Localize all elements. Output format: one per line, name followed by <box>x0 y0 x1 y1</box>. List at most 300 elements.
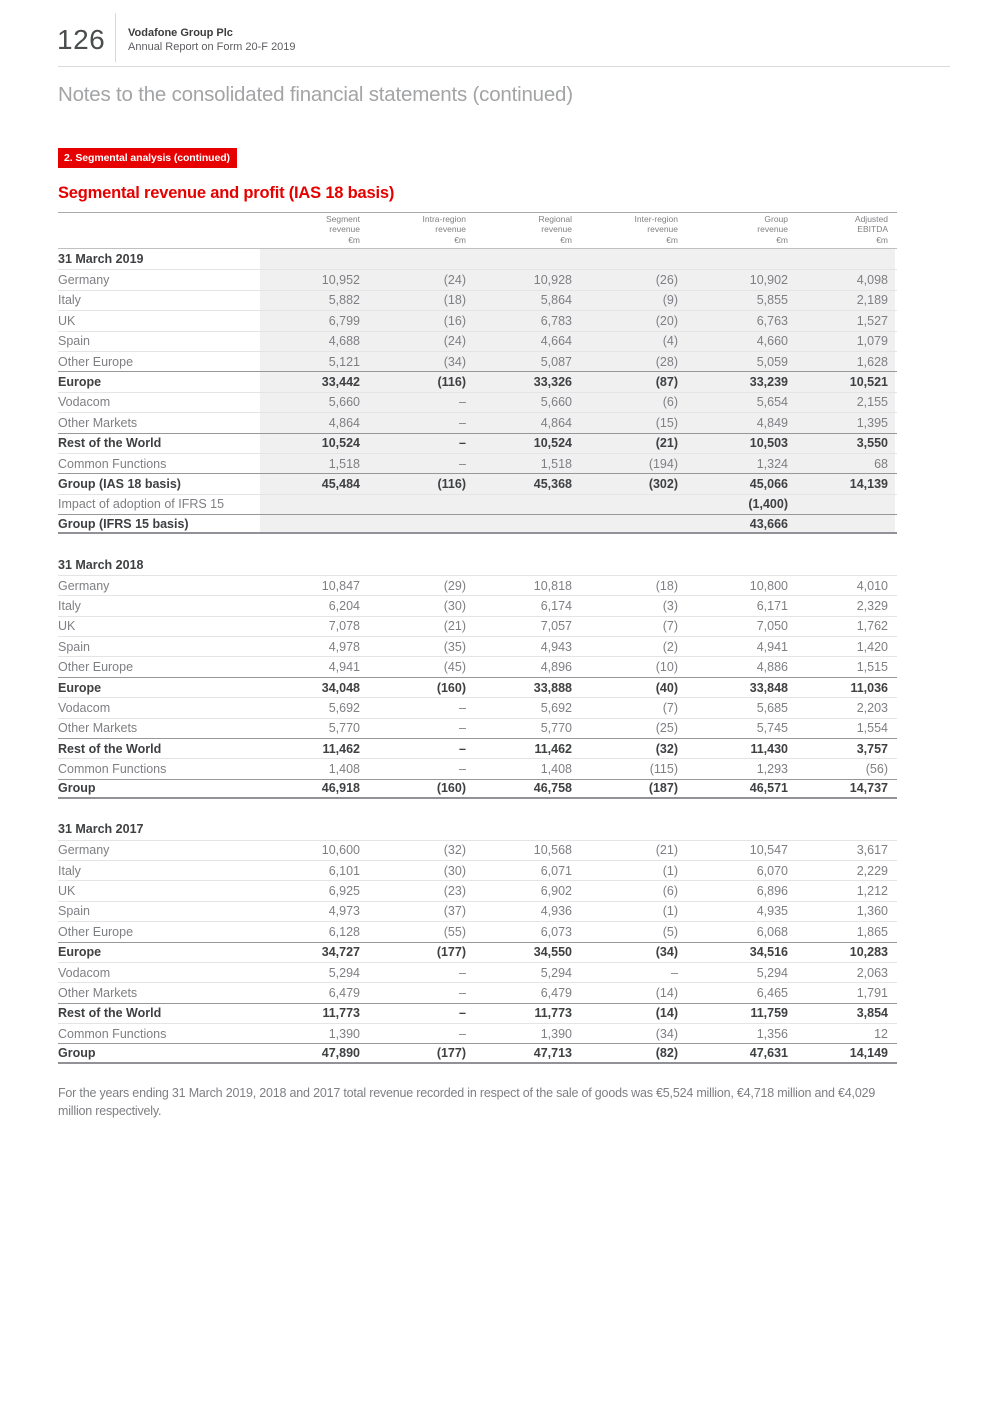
table-row <box>58 921 897 941</box>
table-cell: 45,066 <box>749 476 788 491</box>
table-cell: 6,068 <box>756 924 788 939</box>
table-row <box>58 942 897 962</box>
table-cell: 1,079 <box>856 334 888 349</box>
table-cell: (14) <box>655 1006 678 1021</box>
row-label: Europe <box>58 680 102 695</box>
table-cell: (56) <box>865 762 888 777</box>
table-cell: – <box>459 762 466 777</box>
table-cell: 1,628 <box>856 354 888 369</box>
table-cell: – <box>459 436 466 451</box>
table-cell: (34) <box>443 354 466 369</box>
segment-table <box>58 212 897 1064</box>
table-cell: 33,848 <box>749 680 788 695</box>
table-cell: 7,050 <box>756 619 788 634</box>
table-cell: 6,925 <box>328 884 360 899</box>
table-cell: (187) <box>648 781 678 796</box>
table-cell: 5,855 <box>756 293 788 308</box>
table-cell: 10,600 <box>321 843 360 858</box>
table-cell: 4,849 <box>756 415 788 430</box>
table-cell: (24) <box>443 273 466 288</box>
table-cell: 2,329 <box>856 598 888 613</box>
table-cell: 11,462 <box>322 741 360 756</box>
table-cell: 5,745 <box>756 721 788 736</box>
table-cell: 1,554 <box>856 721 888 736</box>
table-section <box>58 554 897 799</box>
table-row <box>58 758 897 778</box>
table-cell: 4,660 <box>756 334 788 349</box>
row-label: Group (IAS 18 basis) <box>58 476 181 491</box>
table-cell: (5) <box>662 924 678 939</box>
table-cell: 43,666 <box>749 516 788 531</box>
table-row <box>58 392 897 412</box>
table-cell: 10,847 <box>321 578 360 593</box>
table-row <box>58 514 897 534</box>
table-row <box>58 412 897 432</box>
table-cell: – <box>459 741 466 756</box>
table-cell: – <box>459 700 466 715</box>
table-cell: 46,758 <box>533 781 572 796</box>
table-cell: 6,479 <box>540 985 572 1000</box>
table-cell: (26) <box>655 273 678 288</box>
row-label: Common Functions <box>58 456 167 471</box>
table-row <box>58 453 897 473</box>
column-header-line: €m <box>666 234 678 245</box>
table-cell: 1,293 <box>756 762 788 777</box>
header-rule <box>58 66 950 67</box>
table-cell: (30) <box>443 863 466 878</box>
table-cell: 4,864 <box>328 415 360 430</box>
table-row <box>58 351 897 371</box>
table-cell: – <box>459 415 466 430</box>
table-cell: 6,101 <box>328 863 360 878</box>
table-cell: 4,664 <box>540 334 572 349</box>
row-label: Vodacom <box>58 700 111 715</box>
column-header-line: €m <box>348 234 360 245</box>
table-cell: 4,098 <box>856 273 888 288</box>
table-cell: (45) <box>443 660 466 675</box>
row-label: Other Markets <box>58 721 138 736</box>
table-cell: 10,818 <box>533 578 572 593</box>
table-cell: (34) <box>655 945 678 960</box>
table-section <box>58 819 897 1064</box>
row-label: Other Europe <box>58 354 134 369</box>
table-cell: 5,654 <box>756 395 788 410</box>
table-cell: (160) <box>436 781 466 796</box>
table-row <box>58 982 897 1002</box>
section-title: 31 March 2017 <box>58 822 144 837</box>
table-row <box>58 269 897 289</box>
table-cell: 1,212 <box>856 884 888 899</box>
table-cell: – <box>459 456 466 471</box>
column-header-line: Segment <box>325 214 360 225</box>
table-cell: 46,918 <box>321 781 360 796</box>
table-cell: 4,010 <box>856 578 888 593</box>
table-cell: (1,400) <box>748 497 788 512</box>
column-header-line: Regional <box>538 214 572 225</box>
table-cell: 45,368 <box>533 476 572 491</box>
table-row <box>58 738 897 758</box>
table-cell: 1,360 <box>856 904 888 919</box>
row-label: Rest of the World <box>58 1006 162 1021</box>
column-header <box>788 214 897 245</box>
table-cell: 68 <box>874 456 888 471</box>
table-cell: 4,973 <box>328 904 360 919</box>
table-cell: 4,978 <box>328 639 360 654</box>
table-cell: 6,204 <box>328 598 360 613</box>
table-cell: (4) <box>662 334 678 349</box>
table-cell: 5,294 <box>756 965 788 980</box>
table-cell: 1,420 <box>856 639 888 654</box>
table-cell: 3,757 <box>856 741 888 756</box>
table-cell: 4,941 <box>328 660 360 675</box>
table-cell: (7) <box>662 700 678 715</box>
table-cell: 46,571 <box>749 781 788 796</box>
table-cell: 1,791 <box>856 985 888 1000</box>
table-cell: (55) <box>443 924 466 939</box>
table-cell: 1,518 <box>540 456 572 471</box>
table-cell: – <box>459 965 466 980</box>
table-row <box>58 718 897 738</box>
table-row <box>58 575 897 595</box>
table-cell: (21) <box>655 843 678 858</box>
table-cell: (34) <box>655 1026 678 1041</box>
table-cell: 10,547 <box>749 843 788 858</box>
row-label: Italy <box>58 863 81 878</box>
table-cell: 14,737 <box>849 781 888 796</box>
row-label: Rest of the World <box>58 436 162 451</box>
table-section <box>58 249 897 534</box>
row-label: Italy <box>58 598 81 613</box>
column-header-line: Inter-region <box>634 214 678 225</box>
table-cell: – <box>671 965 678 980</box>
table-row <box>58 473 897 493</box>
table-cell: (6) <box>662 395 678 410</box>
table-cell: (16) <box>443 313 466 328</box>
table-cell: 4,896 <box>540 660 572 675</box>
column-header-line: revenue <box>647 224 678 235</box>
row-label: Spain <box>58 904 90 919</box>
row-label: Group <box>58 781 96 796</box>
row-label: Germany <box>58 273 110 288</box>
table-cell: 10,800 <box>749 578 788 593</box>
table-row <box>58 595 897 615</box>
table-cell: 10,524 <box>321 436 360 451</box>
table-cell: 4,886 <box>756 660 788 675</box>
row-label: Italy <box>58 293 81 308</box>
table-cell: (87) <box>655 375 678 390</box>
table-cell: 47,713 <box>533 1046 572 1061</box>
table-cell: (21) <box>655 436 678 451</box>
table-cell: (15) <box>655 415 678 430</box>
table-cell: – <box>459 395 466 410</box>
table-cell: (18) <box>443 293 466 308</box>
table-cell: (9) <box>662 293 678 308</box>
table-cell: 11,773 <box>534 1006 572 1021</box>
table-cell: 3,854 <box>856 1006 888 1021</box>
table-cell: (6) <box>662 884 678 899</box>
table-cell: 6,073 <box>540 924 572 939</box>
column-header-line: revenue <box>541 224 572 235</box>
row-label: Spain <box>58 334 90 349</box>
table-cell: (18) <box>655 578 678 593</box>
table-cell: (29) <box>443 578 466 593</box>
table-cell: 1,390 <box>540 1026 572 1041</box>
table-cell: 34,727 <box>321 945 360 960</box>
table-cell: 45,484 <box>321 476 360 491</box>
table-cell: 5,864 <box>540 293 572 308</box>
table-cell: (115) <box>649 762 678 777</box>
table-cell: 4,864 <box>540 415 572 430</box>
table-cell: 3,617 <box>856 843 888 858</box>
row-label: Europe <box>58 945 102 960</box>
table-cell: (37) <box>443 904 466 919</box>
column-header-line: Adjusted <box>854 214 888 225</box>
table-cell: 1,356 <box>756 1026 788 1041</box>
table-cell: (40) <box>655 680 678 695</box>
column-header-line: revenue <box>435 224 466 235</box>
table-cell: (32) <box>443 843 466 858</box>
table-cell: 5,882 <box>328 293 360 308</box>
table-cell: (23) <box>443 884 466 899</box>
table-cell: 2,203 <box>856 700 888 715</box>
table-cell: 14,149 <box>849 1046 888 1061</box>
column-header <box>466 214 572 245</box>
table-cell: 5,692 <box>540 700 572 715</box>
table-row <box>58 310 897 330</box>
table-cell: 11,036 <box>850 680 888 695</box>
row-label: Impact of adoption of IFRS 15 <box>58 497 225 512</box>
table-cell: 6,479 <box>328 985 360 1000</box>
row-label: Other Europe <box>58 924 134 939</box>
table-cell: 6,128 <box>328 924 360 939</box>
table-cell: 5,685 <box>756 700 788 715</box>
table-cell: 2,155 <box>856 395 888 410</box>
table-cell: 11,462 <box>534 741 572 756</box>
table-cell: 6,070 <box>756 863 788 878</box>
table-cell: 34,550 <box>533 945 572 960</box>
table-cell: (116) <box>437 375 466 390</box>
table-row <box>58 1043 897 1063</box>
column-header-line: €m <box>776 234 788 245</box>
column-header-line: €m <box>454 234 466 245</box>
table-cell: 5,294 <box>540 965 572 980</box>
table-cell: (24) <box>443 334 466 349</box>
column-header-line: Group <box>764 214 788 225</box>
table-cell: 1,408 <box>540 762 572 777</box>
table-cell: 1,518 <box>328 456 360 471</box>
table-cell: 6,174 <box>540 598 572 613</box>
page-number: 126 <box>57 24 106 55</box>
table-row <box>58 656 897 676</box>
table-row <box>58 616 897 636</box>
table-cell: 1,865 <box>856 924 888 939</box>
table-cell: 4,935 <box>756 904 788 919</box>
footnote: For the years ending 31 March 2019, 2018 and 2017 total revenue recorded in respect of the sale of goods was €5,524 million, €4,718 million and €4,029 million respectively. <box>58 1086 876 1118</box>
table-cell: 2,063 <box>856 965 888 980</box>
table-row <box>58 840 897 860</box>
row-label: Vodacom <box>58 395 111 410</box>
row-label: Germany <box>58 843 110 858</box>
section-title: 31 March 2018 <box>58 557 144 572</box>
table-row <box>58 331 897 351</box>
table-cell: 34,048 <box>321 680 360 695</box>
section-badge: 2. Segmental analysis (continued) <box>58 148 237 168</box>
table-cell: (177) <box>436 945 466 960</box>
row-label: Group <box>58 1046 96 1061</box>
table-cell: 1,527 <box>856 313 888 328</box>
table-cell: 6,799 <box>328 313 360 328</box>
table-row <box>58 697 897 717</box>
section-title: 31 March 2019 <box>58 252 144 267</box>
table-cell: 5,660 <box>328 395 360 410</box>
row-label: UK <box>58 884 76 899</box>
table-cell: 10,568 <box>533 843 572 858</box>
row-label: Other Markets <box>58 415 138 430</box>
section-title-row <box>58 819 897 839</box>
table-cell: 6,902 <box>540 884 572 899</box>
row-label: Common Functions <box>58 762 167 777</box>
table-cell: 2,229 <box>856 863 888 878</box>
table-cell: – <box>459 1026 466 1041</box>
table-cell: 10,952 <box>321 273 360 288</box>
table-cell: (28) <box>655 354 678 369</box>
table-row <box>58 1023 897 1043</box>
row-label: Other Europe <box>58 660 134 675</box>
table-row <box>58 677 897 697</box>
table-cell: 5,087 <box>540 354 572 369</box>
row-label: Spain <box>58 639 90 654</box>
table-cell: 4,936 <box>540 904 572 919</box>
table-cell: 4,941 <box>756 639 788 654</box>
report-header <box>128 27 296 53</box>
table-cell: – <box>459 985 466 1000</box>
row-label: Germany <box>58 578 110 593</box>
header-divider <box>115 13 116 62</box>
table-cell: 12 <box>874 1026 888 1041</box>
table-cell: 10,524 <box>533 436 572 451</box>
table-cell: (194) <box>648 456 678 471</box>
table-cell: 5,770 <box>540 721 572 736</box>
section-title-row <box>58 249 897 269</box>
table-cell: 5,059 <box>756 354 788 369</box>
table-row <box>58 290 897 310</box>
table-cell: 10,521 <box>849 375 888 390</box>
table-cell: 5,770 <box>328 721 360 736</box>
table-cell: (2) <box>662 639 678 654</box>
row-label: Group (IFRS 15 basis) <box>58 516 189 531</box>
table-cell: 47,890 <box>321 1046 360 1061</box>
table-row <box>58 860 897 880</box>
table-cell: – <box>459 721 466 736</box>
table-row <box>58 494 897 514</box>
table-cell: (160) <box>436 680 466 695</box>
table-header-row <box>58 212 897 249</box>
row-label: Other Markets <box>58 985 138 1000</box>
column-header-line: Intra-region <box>422 214 466 225</box>
table-cell: 14,139 <box>849 476 888 491</box>
row-label: UK <box>58 619 76 634</box>
row-label: Common Functions <box>58 1026 167 1041</box>
table-cell: 2,189 <box>856 293 888 308</box>
row-label: Europe <box>58 375 102 390</box>
table-row <box>58 962 897 982</box>
column-header-line: EBITDA <box>857 224 888 235</box>
table-row <box>58 901 897 921</box>
table-cell: 11,430 <box>750 741 788 756</box>
table-cell: – <box>459 1006 466 1021</box>
row-label: Vodacom <box>58 965 111 980</box>
table-cell: (7) <box>662 619 678 634</box>
table-cell: 5,692 <box>328 700 360 715</box>
company-name: Vodafone Group Plc <box>128 27 233 39</box>
table-cell: 7,057 <box>540 619 572 634</box>
table-cell: 5,294 <box>328 965 360 980</box>
report-name: Annual Report on Form 20-F 2019 <box>128 41 296 53</box>
page-title: Notes to the consolidated financial statements (continued) <box>58 83 573 106</box>
table-cell: (21) <box>443 619 466 634</box>
table-cell: 5,121 <box>328 354 360 369</box>
table-cell: 10,902 <box>749 273 788 288</box>
table-cell: 33,442 <box>321 375 360 390</box>
table-cell: 10,503 <box>749 436 788 451</box>
table-cell: 6,465 <box>756 985 788 1000</box>
column-header-line: €m <box>876 234 888 245</box>
table-cell: 1,762 <box>856 619 888 634</box>
table-row <box>58 880 897 900</box>
table-cell: (20) <box>655 313 678 328</box>
column-header-line: €m <box>560 234 572 245</box>
table-cell: 3,550 <box>856 436 888 451</box>
table-row <box>58 433 897 453</box>
table-cell: (82) <box>655 1046 678 1061</box>
table-cell: 47,631 <box>749 1046 788 1061</box>
table-cell: (116) <box>437 476 466 491</box>
table-cell: 6,896 <box>756 884 788 899</box>
table-cell: 6,071 <box>540 863 572 878</box>
row-label: UK <box>58 313 76 328</box>
table-cell: 33,239 <box>749 375 788 390</box>
table-cell: 6,171 <box>756 598 788 613</box>
column-header-line: revenue <box>757 224 788 235</box>
table-cell: (1) <box>662 863 678 878</box>
table-cell: (32) <box>655 741 678 756</box>
table-row <box>58 636 897 656</box>
table-cell: 11,773 <box>322 1006 360 1021</box>
table-cell: 7,078 <box>328 619 360 634</box>
table-cell: 10,283 <box>849 945 888 960</box>
table-row <box>58 779 897 799</box>
column-header <box>572 214 678 245</box>
table-cell: 6,783 <box>540 313 572 328</box>
table-cell: (1) <box>662 904 678 919</box>
table-cell: 11,759 <box>750 1006 788 1021</box>
table-cell: 4,688 <box>328 334 360 349</box>
table-cell: 5,660 <box>540 395 572 410</box>
table-cell: 33,326 <box>533 375 572 390</box>
section-heading: Segmental revenue and profit (IAS 18 basis) <box>58 184 395 202</box>
table-cell: (177) <box>436 1046 466 1061</box>
table-cell: 4,943 <box>540 639 572 654</box>
column-header-line: revenue <box>329 224 360 235</box>
table-cell: 1,395 <box>856 415 888 430</box>
table-cell: (14) <box>655 985 678 1000</box>
section-title-row <box>58 554 897 574</box>
table-cell: 10,928 <box>533 273 572 288</box>
table-row <box>58 1003 897 1023</box>
table-cell: (30) <box>443 598 466 613</box>
table-cell: (25) <box>655 721 678 736</box>
column-header <box>260 214 360 245</box>
